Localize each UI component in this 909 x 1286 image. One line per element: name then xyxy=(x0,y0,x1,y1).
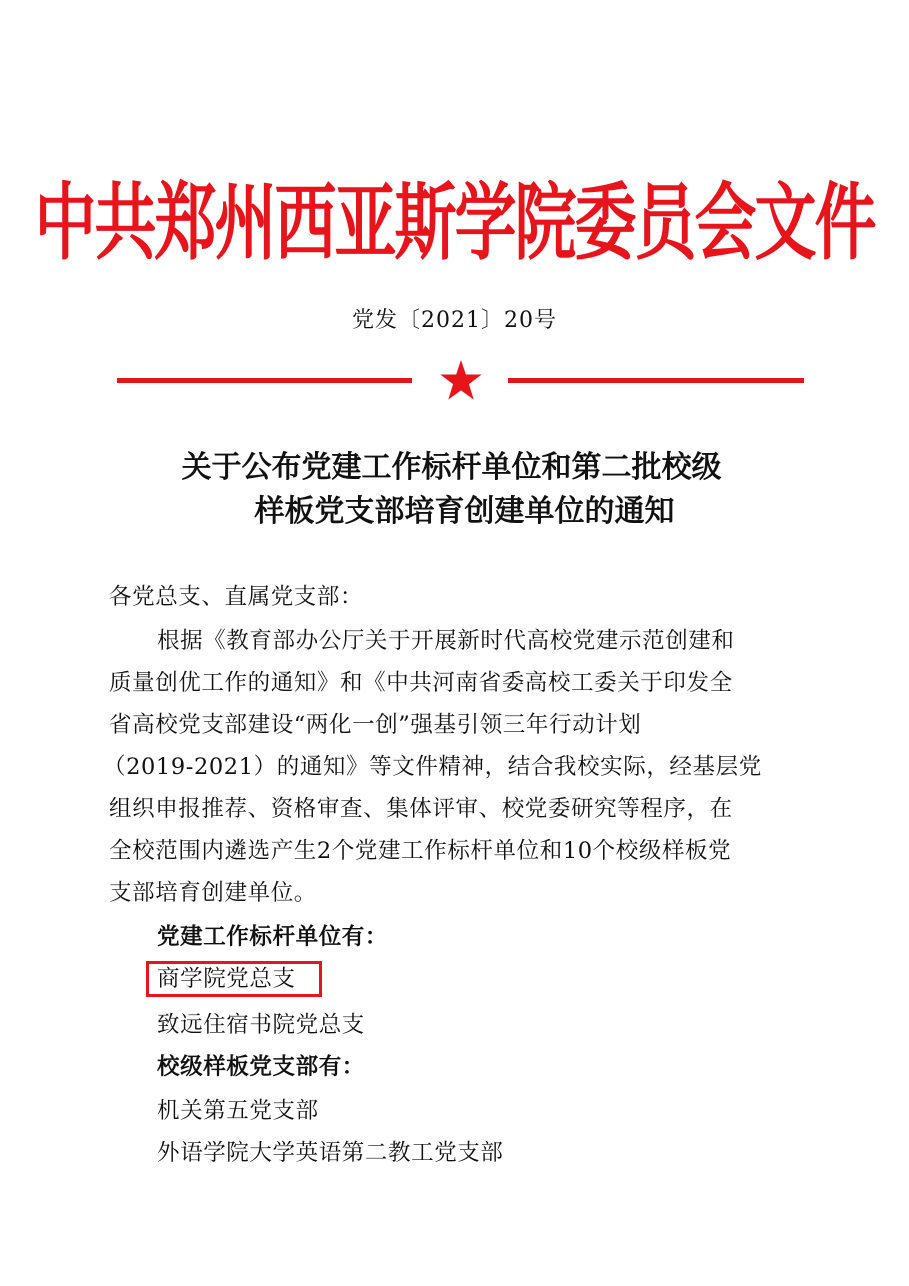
section-heading-model-branches: 校级样板党支部有： xyxy=(157,1054,365,1080)
list-item: 致远住宿书院党总支 xyxy=(157,1012,365,1038)
divider-line-right xyxy=(508,378,804,383)
paragraph-line: 根据《教育部办公厅关于开展新时代高校党建示范创建和 xyxy=(157,628,735,654)
paragraph-line: 全校范围内遴选产生2个党建工作标杆单位和10个校级样板党 xyxy=(109,838,732,864)
list-item: 外语学院大学英语第二教工党支部 xyxy=(157,1140,504,1166)
paragraph-line: 省高校党支部建设“两化一创”强基引领三年行动计划 xyxy=(109,712,642,738)
document-header-title: 中共郑州西亚斯学院委员会文件 xyxy=(34,173,875,272)
star-icon xyxy=(439,359,483,401)
paragraph-line: 质量创优工作的通知》和《中共河南省委高校工委关于印发全 xyxy=(109,670,733,696)
salutation: 各党总支、直属党支部： xyxy=(109,584,364,610)
paragraph-line: 组织申报推荐、资格审查、集体评审、校党委研究等程序，在 xyxy=(109,796,733,822)
paragraph-line: 支部培育创建单位。 xyxy=(109,880,317,906)
paragraph-line: （2019-2021）的通知》等文件精神，结合我校实际，经基层党 xyxy=(103,754,762,780)
notice-title-line-2: 样板党支部培育创建单位的通知 xyxy=(254,494,675,529)
divider-line-left xyxy=(117,378,412,383)
list-item: 机关第五党支部 xyxy=(157,1098,319,1124)
document-number: 党发〔2021〕20号 xyxy=(352,308,557,333)
notice-title-line-1: 关于公布党建工作标杆单位和第二批校级 xyxy=(181,450,722,485)
section-heading-benchmark-units: 党建工作标杆单位有： xyxy=(157,924,389,950)
list-item: 商学院党总支 xyxy=(157,966,296,992)
